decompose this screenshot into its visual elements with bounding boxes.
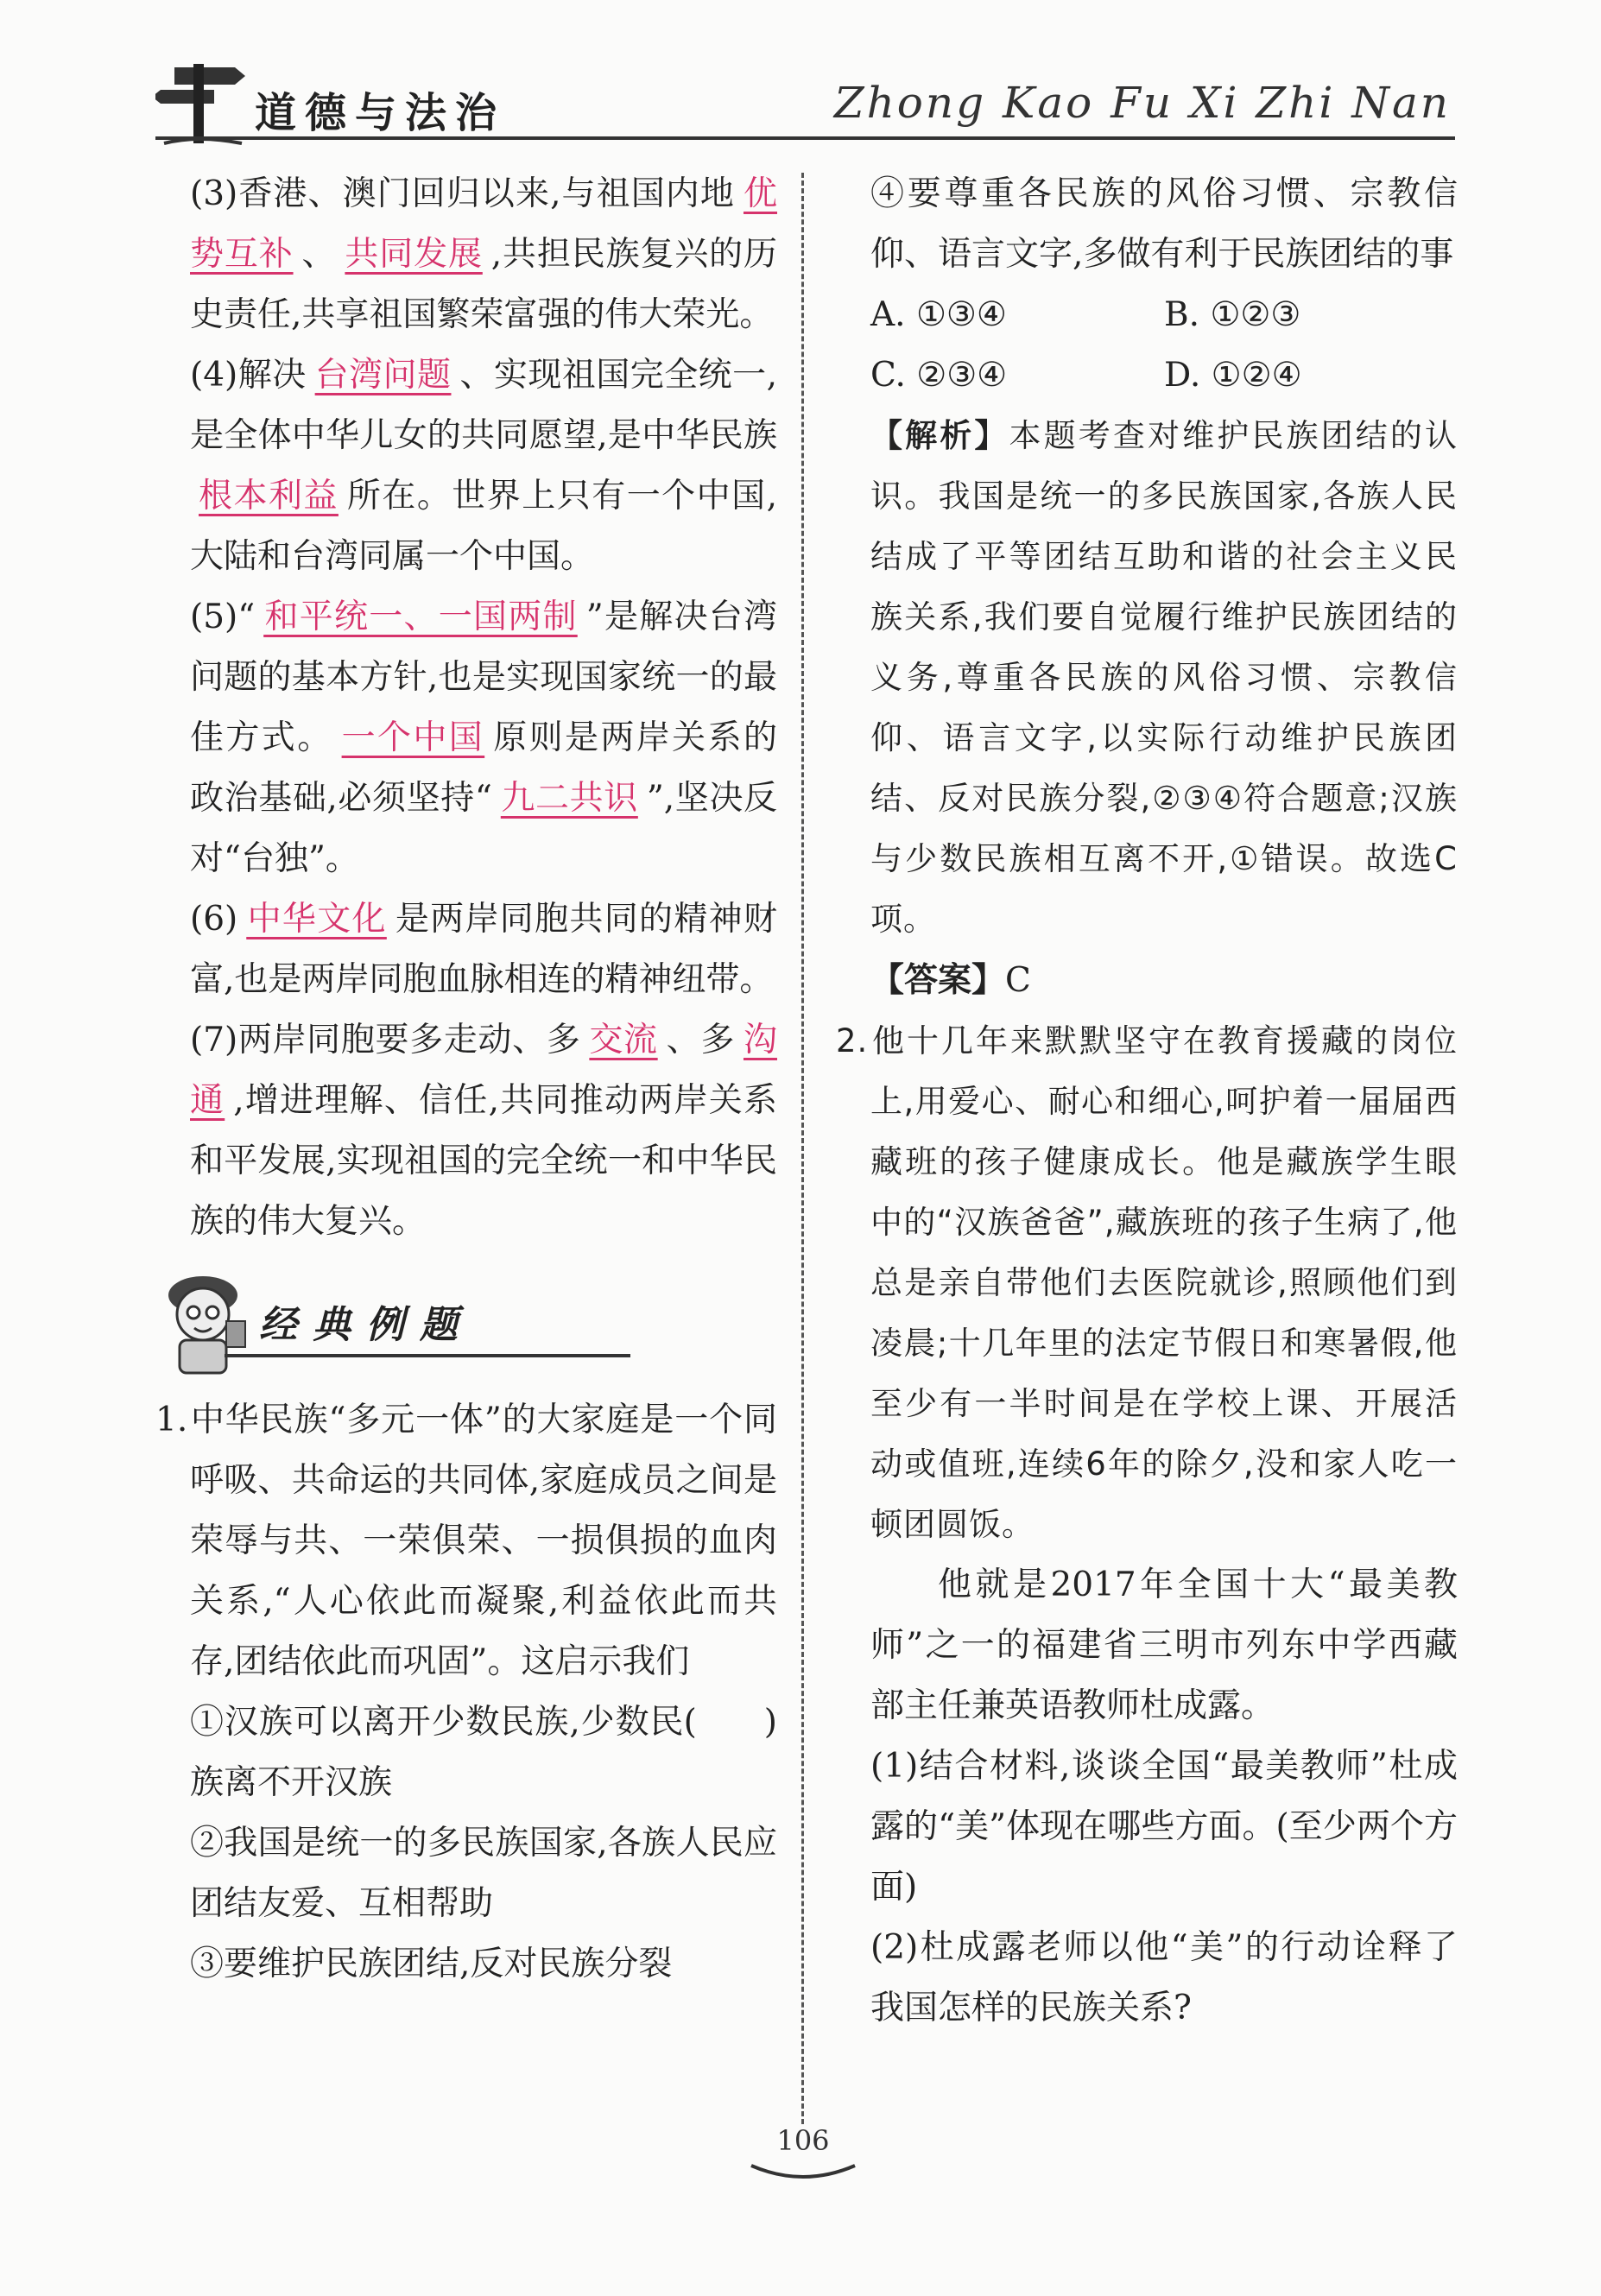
student-mascot-icon (155, 1261, 255, 1377)
right-column (836, 164, 1458, 2039)
statement-4: ④要尊重各民族的风俗习惯、宗教信仰、语言文字,多做有利于民族团结的事 (870, 174, 1458, 274)
question-1 (155, 1390, 777, 1995)
point-6: (6) 中华文化 是两岸同胞共同的精神财富,也是两岸同胞血脉相连的精神纽带。 (190, 900, 777, 999)
answer-blank: 根本利益 (199, 477, 339, 515)
options-row-1 (870, 285, 1458, 345)
page-number: 106 (776, 2124, 830, 2157)
options-row-2 (870, 345, 1458, 406)
header-pinyin: Zhong Kao Fu Xi Zhi Nan (833, 78, 1451, 128)
statement-2: ②我国是统一的多民族国家,各族人民应团结友爱、互相帮助 (190, 1824, 777, 1923)
column-divider (801, 173, 804, 2124)
point-7: (7)两岸同胞要多走动、多 交流 、多 沟通 ,增进理解、信任,共同推动两岸关系和平发展,实现祖国的完全统一和中华民族的伟大复兴。 (190, 1021, 777, 1241)
question-2 (836, 1011, 1458, 2039)
answer-blank: 九二共识 (500, 779, 638, 818)
question-stem: 中华民族“多元一体”的大家庭是一个同呼吸、共命运的共同体,家庭成员之间是荣辱与共、一荣俱荣、一损俱损的血肉关系,“人心依此而凝聚,利益依此而共存,团结依此而巩固”。这启示我们 (190, 1401, 777, 1681)
point-5: (5)“ 和平统一、一国两制 ”是解决台湾问题的基本方针,也是实现国家统一的最佳方式。 一个中国 原则是两岸关系的政治基础,必须坚持“ 九二共识 ”,坚决反对“台独”。 (190, 598, 777, 878)
header-rule (155, 136, 1455, 140)
answer-blank: 交流 (589, 1021, 658, 1059)
answer-value: C (1005, 961, 1031, 1000)
answer-blank: 台湾问题 (314, 356, 452, 395)
option-b: B. ①②③ (1164, 295, 1301, 334)
answer-parentheses: ( ) (683, 1703, 777, 1742)
question-number: 1. (155, 1401, 188, 1439)
analysis-text: 本题考查对维护民族团结的认识。我国是统一的多民族国家,各族人民结成了平等团结互助和谐的社会主义民族关系,我们要自觉履行维护民族团结的义务,尊重各民族的风俗习惯、宗教信仰、语言文字,以实际行动维护民族团结、反对民族分裂,②③④符合题意;汉族与少数民族相互离不开,①错误。故选C项。 (870, 417, 1458, 938)
answer-blank: 沟通 (190, 1021, 777, 1120)
option-d: D. ①②④ (1164, 356, 1302, 395)
question-number: 2. (836, 1022, 869, 1059)
answer-blank: 和平统一、一国两制 (263, 598, 578, 636)
answer-blank: 一个中国 (341, 718, 485, 757)
section-title: 经典例题 (259, 1303, 473, 1347)
option-a: A. ①③④ (870, 295, 1007, 334)
page-header (155, 60, 1451, 147)
point-4: (4)解决 台湾问题 、实现祖国完全统一,是全体中华儿女的共同愿望,是中华民族根本利益 所在。世界上只有一个中国,大陆和台湾同属一个中国。 (190, 356, 777, 576)
signpost-logo-icon (155, 60, 250, 147)
point-3: (3)香港、澳门回归以来,与祖国内地 优势互补 、 共同发展 ,共担民族复兴的历史责任,共享祖国繁荣富强的伟大荣光。 (190, 174, 777, 334)
answer-blank: 中华文化 (246, 900, 387, 939)
section-heading (190, 1261, 777, 1390)
analysis-tag: 【解析】 (870, 417, 1009, 454)
sub-question-2: (2)杜成露老师以他“美”的行动诠释了我国怎样的民族关系? (870, 1928, 1458, 2027)
question-2-material-2: 他就是2017年全国十大“最美教师”之一的福建省三明市列东中学西藏部主任兼英语教师杜成露。 (870, 1565, 1458, 1725)
question-2-material: 他十几年来默默坚守在教育援藏的岗位上,用爱心、耐心和细心,呵护着一届届西藏班的孩子健康成长。他是藏族学生眼中的“汉族爸爸”,藏族班的孩子生病了,他总是亲自带他们去医院就诊,照顾他们到凌晨;十几年里的法定节假日和寒暑假,他至少有一半时间是在学校上课、开展活动或值班,连续6年的除夕,没和家人吃一顿团圆饭。 (870, 1022, 1458, 1543)
statement-1: ①汉族可以离开少数民族,少数民族离不开汉族 (190, 1703, 684, 1802)
page-footer (743, 2124, 864, 2193)
statement-3: ③要维护民族团结,反对民族分裂 (190, 1945, 673, 1983)
section-underline (225, 1354, 630, 1357)
answer-blank: 共同发展 (345, 235, 483, 274)
swoosh-ornament-icon (743, 2159, 864, 2185)
sub-question-1: (1)结合材料,谈谈全国“最美教师”杜成露的“美”体现在哪些方面。(至少两个方面) (870, 1747, 1458, 1907)
left-column (155, 164, 777, 1995)
answer-tag: 【答案】 (870, 960, 1006, 1000)
answer-blank: 优势互补 (190, 174, 777, 274)
header-title: 道德与法治 (255, 89, 506, 137)
option-c: C. ②③④ (870, 356, 1008, 395)
answer (870, 950, 1458, 1011)
analysis (870, 406, 1458, 950)
